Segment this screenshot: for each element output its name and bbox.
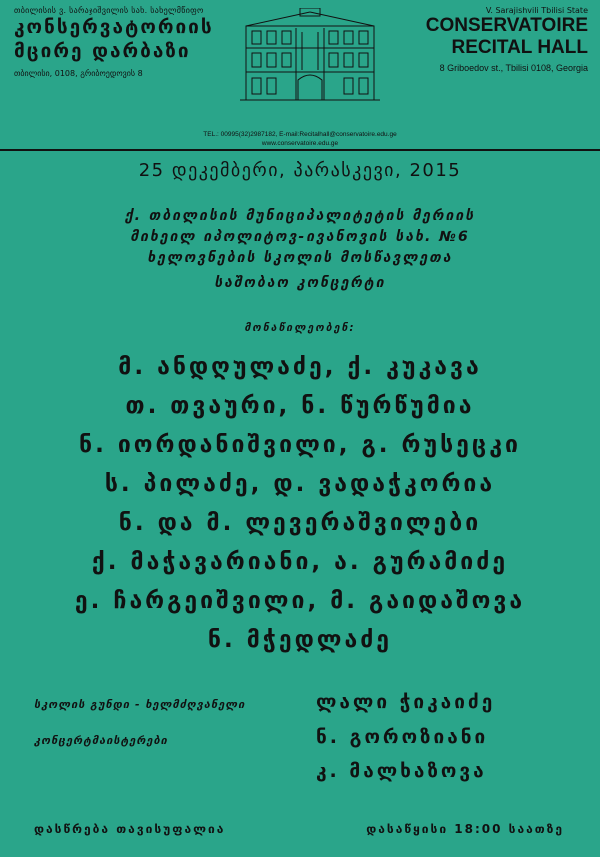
participants-list — [0, 348, 600, 660]
header-left-subtitle: თბილისის ვ. სარაჯიშვილის სახ. სახელმწიფო — [14, 6, 204, 15]
participant-line: თ. თვაური, ნ. წურწუმია — [125, 393, 475, 419]
participant-line: ნ. და მ. ლევერაშვილები — [118, 510, 482, 536]
event-date: 25 დეკემბერი, პარასკევი, 2015 — [138, 160, 462, 181]
participant-line: ქ. მაჭავარიანი, ა. გურამიძე — [91, 549, 509, 575]
header-right-subtitle: V. Sarajishvili Tbilisi State — [485, 6, 588, 15]
participant-line: ნ. მჭედლაძე — [207, 627, 393, 653]
header-left-block — [14, 6, 234, 78]
accompanists-label: კონცერტმაისტერები — [34, 734, 168, 747]
header-right-block — [388, 6, 588, 73]
start-time-note: დასაწყისი 18:00 საათზე — [366, 822, 564, 836]
event-title-line: მიხეილ იპოლიტოვ-ივანოვის სახ. №6 — [130, 229, 470, 245]
event-title-line: საშობაო კონცერტი — [214, 275, 386, 291]
contact-phone-email: TEL.: 00995(32)2987182, E-mail:Recitalhall@conservatoire.edu.ge — [203, 131, 397, 138]
participant-line: ს. პილაძე, დ. ვადაჭკორია — [104, 471, 496, 497]
conservatoire-building-icon — [240, 8, 380, 104]
admission-note: დასწრება თავისუფალია — [34, 822, 226, 836]
header-left-address: თბილისი, 0108, გრიბოედოვის 8 — [14, 69, 143, 78]
header-right-title-2: RECITAL HALL — [451, 37, 588, 58]
choir-director-label: სკოლის გუნდი - ხელმძღვანელი — [34, 698, 246, 711]
header-right-address: 8 Griboedov st., Tbilisi 0108, Georgia — [439, 63, 588, 73]
accompanist-name: კ. მალხაზოვა — [316, 760, 487, 782]
participant-line: ნ. იორდანიშვილი, გ. რუსეცკი — [79, 432, 521, 458]
participants-label: მონაწილეობენ: — [244, 322, 356, 334]
header-left-title-1: კონსერვატორიის — [14, 16, 214, 38]
contact-info — [180, 130, 420, 148]
participant-line: ე. ჩარგეიშვილი, მ. გაიდაშოვა — [74, 588, 526, 614]
event-title-line: ხელოვნების სკოლის მოსწავლეთა — [147, 250, 453, 266]
choir-director-name: ლალი ჭიკაიძე — [316, 691, 496, 713]
header-left-title-2: მცირე დარბაზი — [14, 40, 191, 62]
event-title-line: ქ. თბილისის მუნიციპალიტეტის მერიის — [124, 208, 476, 224]
participant-line: მ. ანდღულაძე, ქ. კუკავა — [118, 354, 482, 380]
contact-website: www.conservatoire.edu.ge — [261, 140, 339, 147]
header-divider — [0, 149, 600, 151]
event-title — [0, 206, 600, 294]
header-right-title-1: CONSERVATOIRE — [425, 15, 588, 36]
accompanist-name: ნ. გოროზიანი — [316, 726, 489, 748]
header — [0, 0, 600, 150]
roles-section — [0, 688, 600, 788]
